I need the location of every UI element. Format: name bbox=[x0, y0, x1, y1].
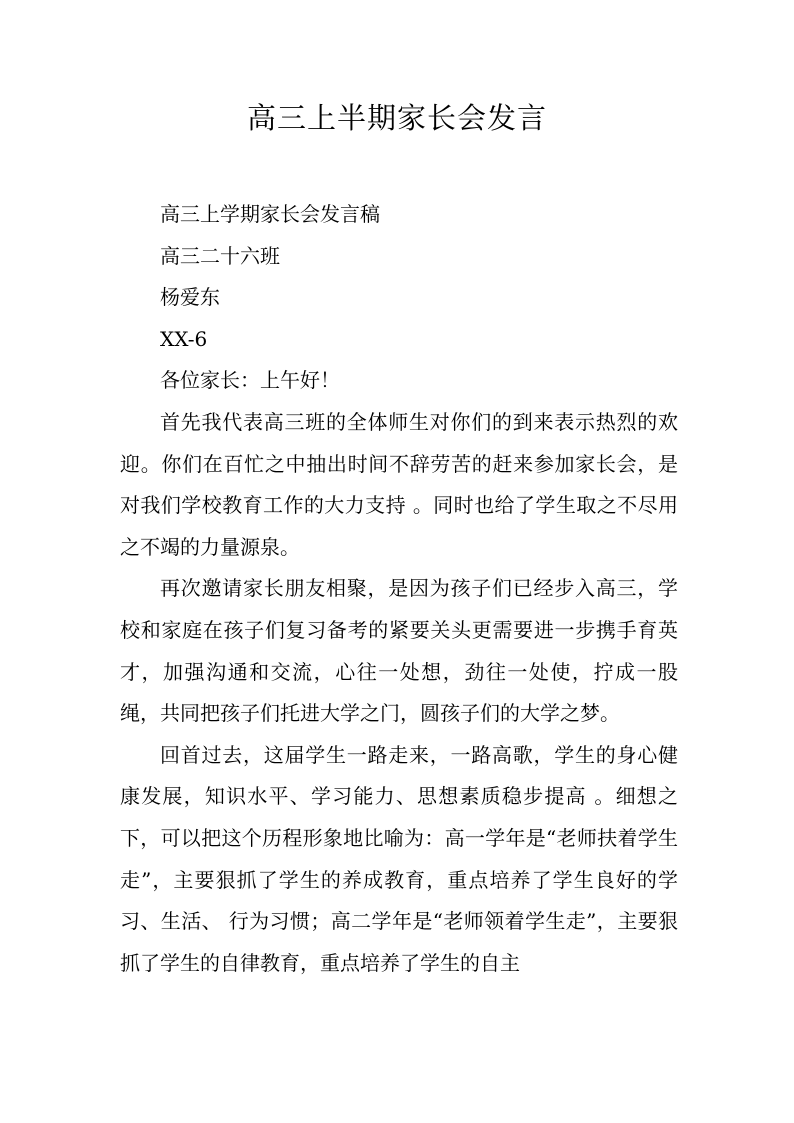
paragraph-purpose: 再次邀请家长朋友相聚，是因为孩子们已经步入高三，学校和家庭在孩子们复习备考的紧要关头更需要进一步携手育英才，加强沟通和交流，心往一处想，劲往一处使，拧成一股绳，共同把孩子们托进大学之门，圆孩子们的大学之梦。 bbox=[120, 576, 678, 726]
header-line-speech-title: 高三上学期家长会发言稿 bbox=[160, 202, 380, 226]
header-line-date: XX-6 bbox=[160, 326, 208, 351]
document-body bbox=[120, 194, 678, 984]
greeting-line: 各位家长：上午好！ bbox=[160, 368, 340, 393]
header-line-class: 高三二十六班 bbox=[160, 243, 280, 268]
paragraph-review: 回首过去，这届学生一路走来，一路高歌，学生的身心健康发展，知识水平、学习能力、思想素质稳步提高 。细想之下，可以把这个历程形象地比喻为：高一学年是“老师扶着学生走”，主要狠抓了学生的养成教育，重点培养了学生良好的学习、生活、 行为习惯；高二学年是“老师领着学生走”，主要狠抓了学生的自律教育，重点培养了学生的自主 bbox=[120, 742, 678, 975]
document-title: 高三上半期家长会发言 bbox=[246, 101, 547, 135]
header-line-author: 杨爱东 bbox=[160, 285, 220, 310]
paragraph-welcome: 首先我代表高三班的全体师生对你们的到来表示热烈的欢迎。你们在百忙之中抽出时间不辞劳苦的赶来参加家长会，是对我们学校教育工作的大力支持 。同时也给了学生取之不尽用之不竭的力量源泉。 bbox=[120, 409, 678, 559]
